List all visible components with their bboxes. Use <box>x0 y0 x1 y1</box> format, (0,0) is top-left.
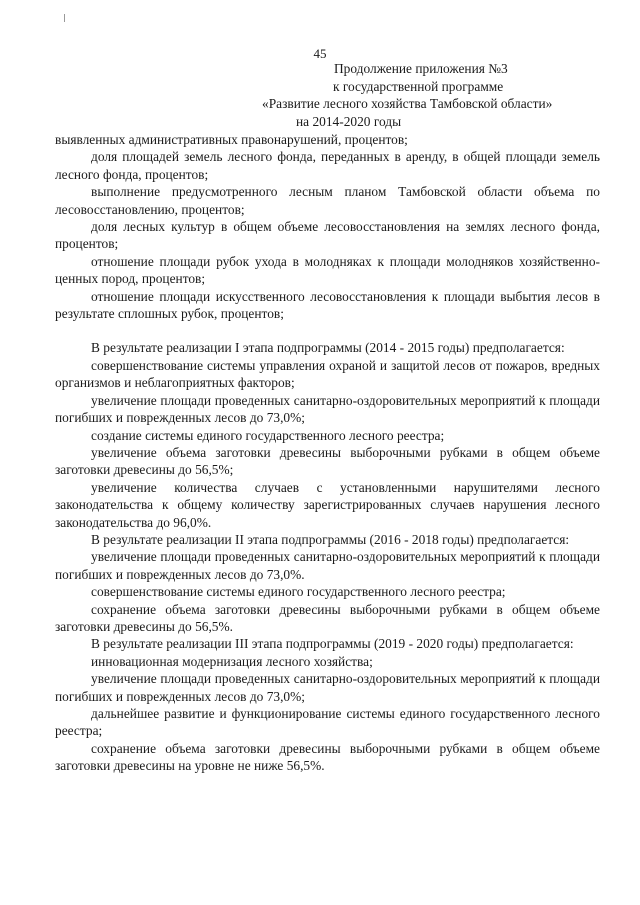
paragraph: отношение площади искусственного лесовосстановления к площади выбытия лесов в результате сплошных рубок, процентов; <box>55 288 600 322</box>
paragraph: дальнейшее развитие и функционирование системы единого государственного лесного реестра; <box>55 706 600 739</box>
paragraph: увеличение площади проведенных санитарно-оздоровительных мероприятий к площади погибших и поврежденных лесов до 73,0%; <box>55 671 600 704</box>
paragraph: совершенствование системы управления охраной и защитой лесов от пожаров, вредных организмов и неблагоприятных факторов; <box>55 357 600 391</box>
paragraph: увеличение объема заготовки древесины выборочными рубками в общем объеме заготовки древесины до 56,5%; <box>55 444 600 478</box>
paragraph: выполнение предусмотренного лесным планом Тамбовской области объема по лесовосстановлению, процентов; <box>55 184 600 217</box>
paragraph-gap <box>55 322 600 339</box>
appendix-header-line-3: «Развитие лесного хозяйства Тамбовской области» <box>262 96 553 111</box>
paragraph: инновационная модернизация лесного хозяйства; <box>91 653 373 669</box>
paragraph: В результате реализации II этапа подпрограммы (2016 - 2018 годы) предполагается: <box>91 531 570 547</box>
paragraph: сохранение объема заготовки древесины выборочными рубками в общем объеме заготовки древесины до 56,5%. <box>55 601 600 634</box>
appendix-header-line-2: к государственной программе <box>333 79 504 94</box>
appendix-header-line-4: на 2014-2020 годы <box>296 114 402 129</box>
appendix-header-line-1: Продолжение приложения №3 <box>334 61 508 76</box>
paragraph: В результате реализации III этапа подпрограммы (2019 - 2020 годы) предполагается: <box>91 636 574 652</box>
paragraph: сохранение объема заготовки древесины выборочными рубками в общем объеме заготовки древесины на уровне не ниже 56,5%. <box>55 740 600 774</box>
paragraph: доля площадей земель лесного фонда, переданных в аренду, в общей площади земель лесного фонда, процентов; <box>55 149 600 182</box>
paragraph: выявленных административных правонарушений, процентов; <box>55 132 408 147</box>
page-number: 45 <box>313 46 327 61</box>
paragraph: увеличение площади проведенных санитарно-оздоровительных мероприятий к площади погибших и поврежденных лесов до 73,0%. <box>55 549 600 582</box>
paragraph: увеличение площади проведенных санитарно-оздоровительных мероприятий к площади погибших и поврежденных лесов до 73,0%; <box>55 392 600 426</box>
paragraph: увеличение количества случаев с установленными нарушителями лесного законодательства к общему количеству зарегистрированных случаев нарушения лесного законодательства до 96,0%. <box>55 479 600 530</box>
scan-mark <box>64 14 65 22</box>
paragraph: создание системы единого государственного лесного реестра; <box>91 427 445 443</box>
paragraph: В результате реализации I этапа подпрограммы (2014 - 2015 годы) предполагается: <box>91 340 565 356</box>
document-body <box>55 131 600 775</box>
paragraph: совершенствование системы единого государственного лесного реестра; <box>91 584 506 600</box>
paragraph: доля лесных культур в общем объеме лесовосстановления на землях лесного фонда, процентов; <box>55 219 600 252</box>
paragraph: отношение площади рубок ухода в молодняках к площади молодняков хозяйственно-ценных пород, процентов; <box>55 253 600 287</box>
